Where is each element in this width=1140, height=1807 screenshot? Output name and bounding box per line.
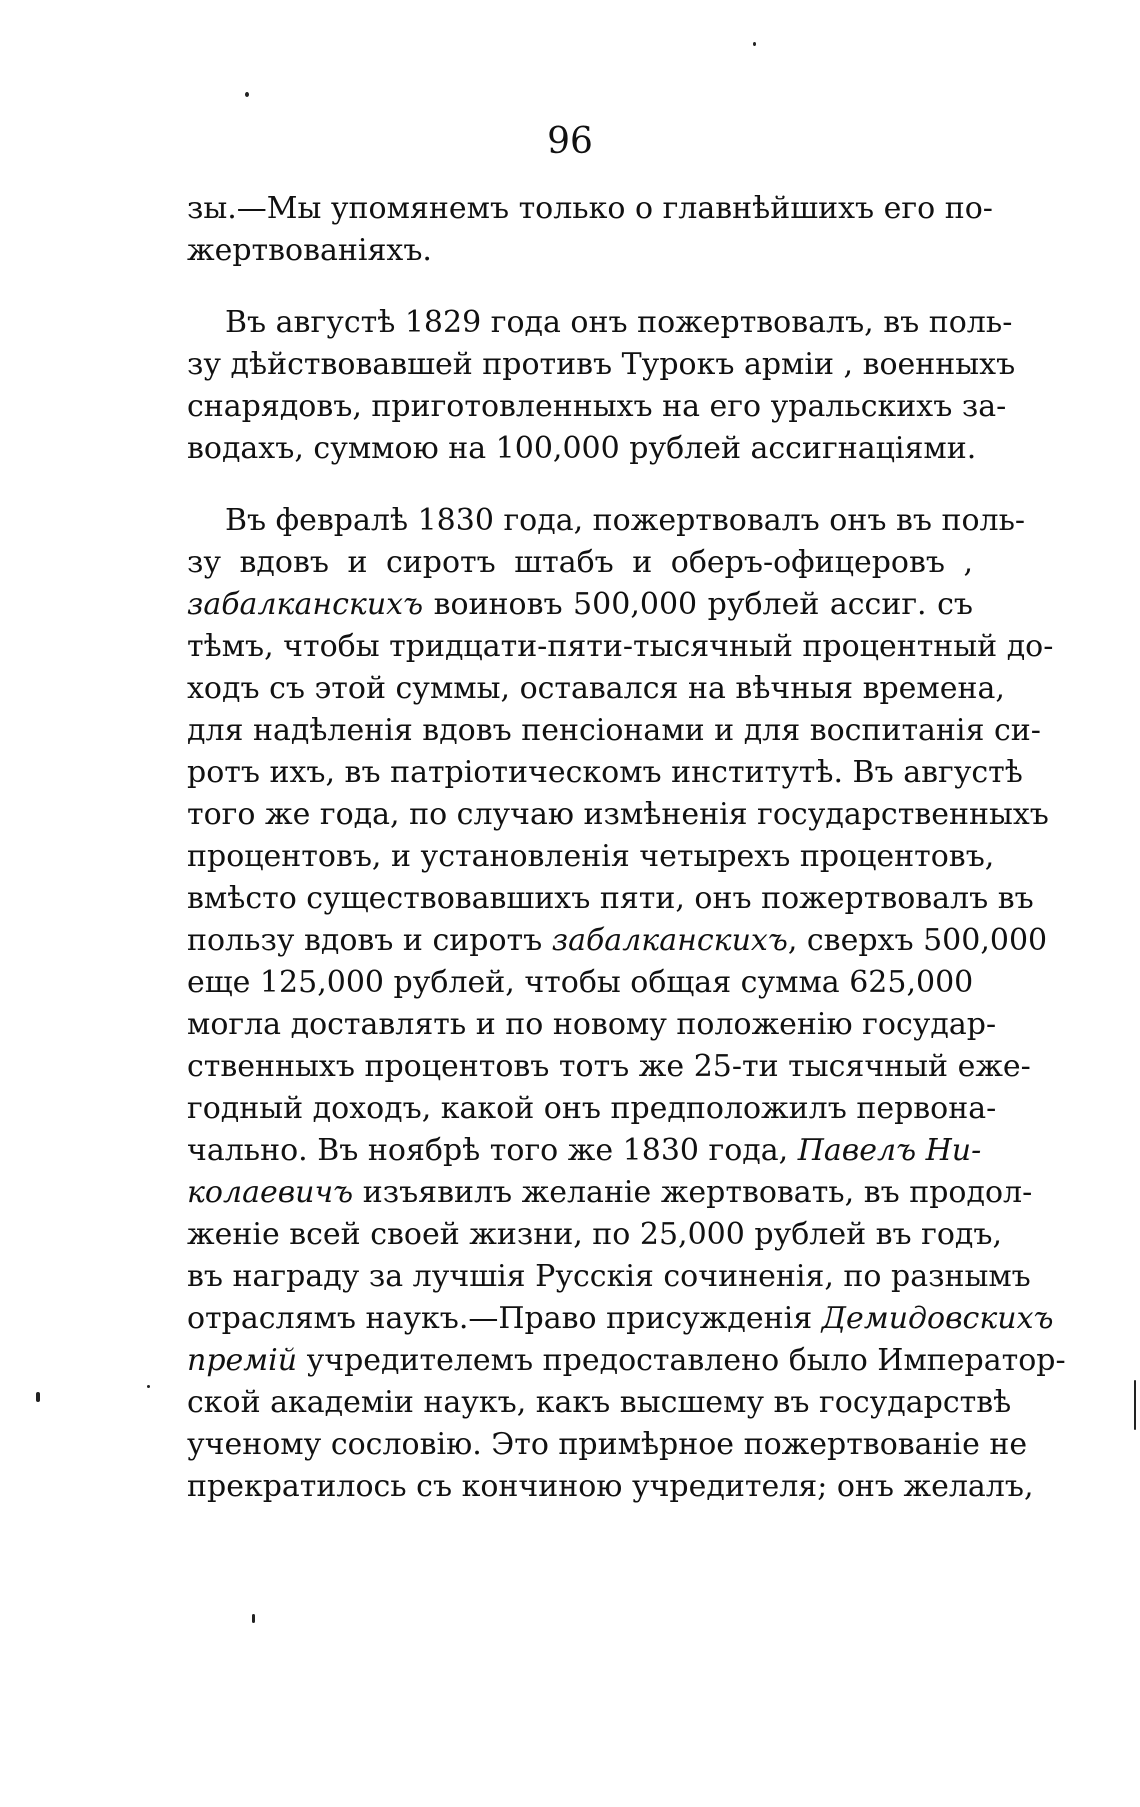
text-line: ученому сословію. Это примѣрное пожертвованіе не [187,1427,1028,1462]
text-line: тѣмъ, чтобы тридцати-пяти-тысячный процентный до- [187,629,1054,664]
text-line: вмѣсто существовавшихъ пяти, онъ пожертвовалъ въ [187,881,1034,916]
text-line: водахъ, суммою на 100,000 рублей ассигнаціями. [187,431,977,466]
text-line: процентовъ, и установленія четырехъ процентовъ, [187,839,995,874]
text-line: годный доходъ, какой онъ предположилъ первона- [187,1091,997,1126]
text-line: для надѣленія вдовъ пенсіонами и для воспитанія си- [187,713,1041,748]
text-line: ротъ ихъ, въ патріотическомъ институтѣ. Въ августѣ [187,755,1023,790]
text-line: зу вдовъ и сиротъ штабъ и оберъ-офицеровъ , [187,545,973,580]
body-text [187,188,1066,1508]
text-line: Въ февралѣ 1830 года, пожертвовалъ онъ въ поль- [225,503,1026,538]
text-line: прекратилось съ кончиною учредителя; онъ желалъ, [187,1469,1034,1504]
text-line: жертвованіяхъ. [187,233,432,268]
text-line: ской академіи наукъ, какъ высшему въ государствѣ [187,1385,1012,1420]
paragraph [187,500,1066,1508]
text-line: отраслямъ наукъ.—Право присужденія Демидовскихъ [187,1301,1054,1336]
text-line: въ награду за лучшія Русскія сочиненія, по разнымъ [187,1259,1031,1294]
scan-speck [245,92,249,97]
text-line: ственныхъ процентовъ тотъ же 25-ти тысячный еже- [187,1049,1031,1084]
scan-speck [252,1614,255,1623]
paragraph [187,302,1016,470]
paragraph [187,188,993,272]
text-line: чально. Въ ноябрѣ того же 1830 года, Павелъ Ни- [187,1133,982,1168]
text-line: ходъ съ этой суммы, оставался на вѣчныя времена, [187,671,1005,706]
text-line: колаевичъ изъявилъ желаніе жертвовать, въ продол- [187,1175,1033,1210]
text-line: зы.—Мы упомянемъ только о главнѣйшихъ его по- [187,191,993,226]
text-line: могла доставлять и по новому положенію государ- [187,1007,997,1042]
text-line: премій учредителемъ предоставлено было Император- [187,1343,1066,1378]
scan-speck [753,42,756,46]
scan-speck [36,1392,40,1402]
page-number: 96 [547,121,593,162]
text-line: пользу вдовъ и сиротъ забалканскихъ, сверхъ 500,000 [187,923,1048,958]
text-line: еще 125,000 рублей, чтобы общая сумма 625,000 [187,965,974,1000]
text-line: забалканскихъ воиновъ 500,000 рублей ассиг. съ [187,587,973,622]
text-line: того же года, по случаю измѣненія государственныхъ [187,797,1049,832]
text-line: женіе всей своей жизни, по 25,000 рублей въ годъ, [187,1217,1003,1252]
text-line: зу дѣйствовавшей противъ Турокъ арміи , военныхъ [187,347,1016,382]
scan-speck [147,1385,150,1388]
scan-speck [1134,1380,1136,1430]
text-line: Въ августѣ 1829 года онъ пожертвовалъ, въ поль- [225,305,1013,340]
text-line: снарядовъ, приготовленныхъ на его уральскихъ за- [187,389,1007,424]
